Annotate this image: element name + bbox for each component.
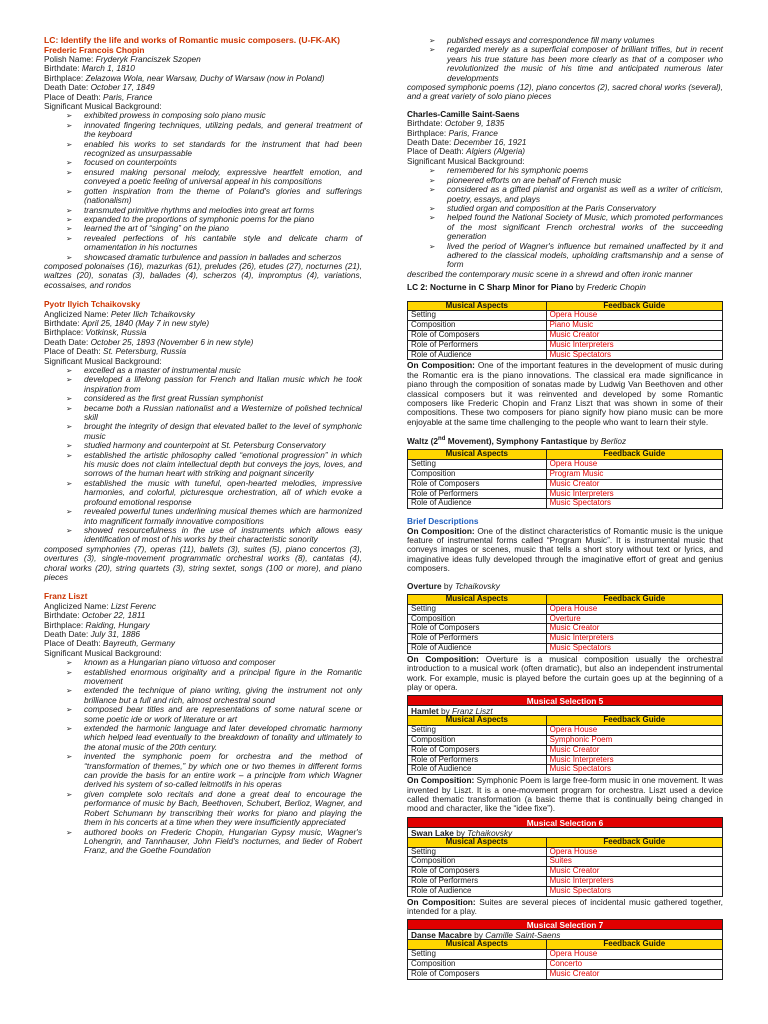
list-item: ➢ known as a Hungarian piano virtuoso and composer: [66, 658, 362, 667]
field-row: Birthplace: Votkinsk, Russia: [44, 327, 147, 338]
composition-note: On Composition: Overture is a musical composition usually the orchestral introduction to a musical work (often dramatic), but also an independent instrumental work. For example, music is played before the curtain goes up at the beginning of a play or opera.: [407, 653, 723, 692]
table-row: Composition Concerto: [408, 959, 723, 969]
column-header: Musical Aspects: [408, 594, 547, 604]
table-header-row: [408, 837, 723, 847]
column-header: Musical Aspects: [408, 450, 547, 460]
table-row: Setting Opera House: [408, 847, 723, 857]
composer-section-tchaikovsky: [44, 300, 362, 582]
field-row: Place of Death: Paris, France: [44, 91, 153, 102]
table-row: Composition Symphonic Poem: [408, 735, 723, 745]
composer-section-saint-saens: [407, 110, 723, 279]
selection-title: Danse Macabre by Camille Saint-Saens: [407, 929, 723, 939]
list-item: ➢ ensured making personal melody, expressive heartfelt emotion, and conveyed a poetic feeling of universal appeal in his compositions: [66, 168, 362, 187]
list-item: ➢ established enormous originality and a principal figure in the Romantic movement: [66, 668, 362, 687]
field-row: Birthplace: Raiding, Hungary: [44, 619, 150, 630]
list-item: ➢ helped found the National Society of Music, which promoted performances of the most significant French orchestral works of the succeeding generation: [429, 213, 723, 241]
lc2-heading: LC 2: Nocturne in C Sharp Minor for Piano by Frederic Chopin: [407, 282, 646, 293]
list-item: ➢ gotten inspiration from the theme of Poland's glories and sufferings (nationalism): [66, 187, 362, 206]
bullet-list: [429, 166, 723, 269]
field-row: Death Date: October 25, 1893 (November 6 in new style): [44, 336, 254, 347]
feedback-table: [407, 837, 723, 897]
table-row: Role of Composers Music Creator: [408, 969, 723, 979]
table-row: Role of Composers Music Creator: [408, 330, 723, 340]
list-item: ➢ developed a lifelong passion for French and Italian music which he took inspiration from: [66, 375, 362, 394]
table-row: Role of Composers Music Creator: [408, 479, 723, 489]
feedback-table: [407, 715, 723, 775]
works-summary: described the contemporary music scene in a shrewd and often ironic manner: [407, 268, 693, 279]
works-summary: composed symphonic poems (12), piano concertos (2), sacred choral works (several), and a great variety of solo piano pieces: [407, 82, 723, 102]
list-item: ➢ transmuted primitive rhythms and melodies into great art forms: [66, 206, 362, 215]
table-row: Role of Performers Music Interpreters: [408, 489, 723, 499]
field-row: Place of Death: Algiers (Algeria): [407, 146, 526, 157]
list-item: ➢ established the music with tuneful, open-hearted melodies, impressive harmonies, and colorful, picturesque orchestration, all of which evoke a profound emotional response: [66, 479, 362, 507]
field-row: Birthdate: October 22, 1811: [44, 610, 146, 621]
list-item: ➢ extended the harmonic language and later developed chromatic harmony which helped lead eventually to the breakdown of tonality and ultimately to the atonal music of the 20th century.: [66, 724, 362, 752]
table-row: Setting Opera House: [408, 604, 723, 614]
list-item: ➢ composed bear titles and are representations of some natural scene or some poetic ide or work of literature or art: [66, 705, 362, 724]
composition-note: On Composition: One of the distinct characteristics of Romantic music is the unique feature of instrumental forms called “Program Music”. It is instrumental music that conveys images or scenes, music that tells a short story without text or lyrics, and imaginative ideas fully developed through the imaginative effort of great and genius composers.: [407, 525, 724, 574]
section-label: Significant Musical Background:: [407, 155, 525, 166]
selection-banner: Musical Selection 6: [407, 817, 723, 827]
composer-name: Pyotr Ilyich Tchaikovsky: [44, 299, 141, 310]
list-item: ➢ published essays and correspondence fill many volumes: [429, 36, 723, 45]
selection-title: Overture by Tchaikovsky: [407, 580, 500, 591]
table-row: Role of Audience Music Spectators: [408, 350, 723, 360]
table-row: Role of Performers Music Interpreters: [408, 755, 723, 765]
list-item: ➢ regarded merely as a superficial composer of brilliant trifles, but in recent years his true stature has been more clearly as that of a composer who revolutionized the music of his time and anticipated numerous later developments: [429, 45, 723, 83]
list-item: ➢ enabled his works to set standards for the instrument that had been recognized as unsurpassable: [66, 140, 362, 159]
field-row: Death Date: July 31, 1886: [44, 628, 140, 639]
table-row: Setting Opera House: [408, 726, 723, 736]
list-item: ➢ lived the period of Wagner's influence but remained unaffected by it and adhered to the classical models, upholding craftsmanship and a sense of form: [429, 242, 723, 270]
composer-section-liszt: [44, 592, 362, 855]
selection-banner: Musical Selection 5: [407, 695, 723, 705]
table-row: Setting Opera House: [408, 460, 723, 470]
table-row: Setting Opera House: [408, 311, 723, 321]
selection-title: Waltz (2nd Movement), Symphony Fantastique by Berlioz: [407, 435, 627, 446]
section-label: Significant Musical Background:: [44, 355, 162, 366]
list-item: ➢ exhibited prowess in composing solo piano music: [66, 111, 362, 120]
table-row: Role of Performers Music Interpreters: [408, 634, 723, 644]
list-item: ➢ learned the art of “singing” on the piano: [66, 224, 362, 233]
column-header: Musical Aspects: [408, 940, 547, 950]
list-item: ➢ revealed perfections of his cantabile style and delicate charm of ornamentation in his nocturnes: [66, 234, 362, 253]
column-header: Musical Aspects: [408, 301, 547, 311]
section-label: Significant Musical Background:: [44, 101, 162, 112]
table-row: Composition Piano Music: [408, 321, 723, 331]
composer-name: Franz Liszt: [44, 591, 88, 602]
column-header: Feedback Guide: [546, 301, 722, 311]
column-header: Feedback Guide: [546, 837, 722, 847]
list-item: ➢ revealed powerful tunes underlining musical themes which are harmonized into magnificent formally innovative compositions: [66, 507, 362, 526]
field-row: Birthdate: October 9, 1835: [407, 118, 505, 129]
composition-note: On Composition: Suites are several pieces of incidental music gathered together, intended for a play.: [407, 896, 723, 916]
bullet-list: [66, 658, 362, 856]
composer-name: Charles-Camille Saint-Saens: [407, 108, 520, 119]
table-row: Composition Overture: [408, 614, 723, 624]
list-item: ➢ brought the integrity of design that elevated ballet to the level of symphonic music: [66, 422, 362, 441]
field-row: Death Date: October 17, 1849: [44, 82, 155, 93]
table-header-row: [408, 594, 723, 604]
table-row: Setting Opera House: [408, 950, 723, 960]
composer-section-chopin: [44, 46, 362, 291]
list-item: ➢ remembered for his symphonic poems: [429, 166, 723, 175]
list-item: ➢ showed resourcefulness in the use of instruments which allows easy identification of most of his works by their characteristic sonority: [66, 526, 362, 545]
list-item: ➢ focused on counterpoints: [66, 158, 362, 167]
composition-note: On Composition: Symphonic Poem is large free-form music in one movement. It was invented by Liszt. It is a one-movement program for orchestra. Liszt used a device called thematic transformation (a basic theme that is continually being changed in mood and character, like the “idee fixe”).: [407, 775, 723, 814]
table-row: Role of Composers Music Creator: [408, 624, 723, 634]
list-item: ➢ extended the technique of piano writing, giving the instrument not only brilliance but a full and rich, almost orchestral sound: [66, 686, 362, 705]
bullet-list: [66, 366, 362, 545]
column-header: Feedback Guide: [546, 594, 722, 604]
works-summary: composed polonaises (16), mazurkas (61), preludes (26), etudes (27), nocturnes (21), waltzes (20), sonatas (3), ballades (4), scherzos (4), impromptus (4), variations, ecossaises, and rondos: [44, 260, 362, 290]
bullet-list: [429, 36, 723, 83]
list-item: ➢ studied organ and composition at the Paris Conservatory: [429, 204, 723, 213]
table-row: Role of Performers Music Interpreters: [408, 340, 723, 350]
list-item: ➢ studied harmony and counterpoint at St. Petersburg Conservatory: [66, 441, 362, 450]
column-header: Musical Aspects: [408, 716, 547, 726]
column-header: Feedback Guide: [546, 450, 722, 460]
table-row: Role of Composers Music Creator: [408, 867, 723, 877]
field-row: Birthplace: Paris, France: [407, 127, 498, 138]
learning-competency-heading: LC: Identify the life and works of Romantic music composers. (U-FK-AK): [44, 35, 341, 45]
field-row: Place of Death: Bayreuth, Germany: [44, 638, 175, 649]
musical-selection-6: [407, 817, 723, 897]
list-item: ➢ expanded to the proportions of symphonic poems for the piano: [66, 215, 362, 224]
selection-title: Hamlet by Franz Liszt: [407, 705, 723, 715]
field-row: Death Date: December 16, 1921: [407, 137, 527, 148]
list-item: ➢ innovated fingering techniques, utilizing pedals, and general treatment of the keyboard: [66, 121, 362, 140]
list-item: ➢ considered as a gifted pianist and organist as well as a writer of criticism, poetry, essays, and plays: [429, 185, 723, 204]
selection-banner: Musical Selection 7: [407, 919, 723, 929]
musical-selection-5: [407, 695, 723, 775]
table-row: Role of Audience Music Spectators: [408, 499, 723, 509]
selection-title: Swan Lake by Tchaikovsky: [407, 827, 723, 837]
bullet-list: [66, 111, 362, 262]
list-item: ➢ established the artistic philosophy called “emotional progression” in which his music does not claim intellectual depth but conveys the joys, loves, and sorrows of the human heart with striking and poignant sincerity: [66, 451, 362, 479]
composer-name: Frederic Francois Chopin: [44, 44, 145, 55]
field-row: Birthdate: March 1, 1810: [44, 63, 135, 74]
section-label: Significant Musical Background:: [44, 647, 162, 658]
table-row: Composition Suites: [408, 857, 723, 867]
table-row: Role of Performers Music Interpreters: [408, 876, 723, 886]
feedback-table: [407, 301, 723, 361]
table-row: Composition Program Music: [408, 469, 723, 479]
feedback-table: [407, 939, 723, 979]
table-row: Role of Audience Music Spectators: [408, 643, 723, 653]
list-item: ➢ excelled as a master of instrumental music: [66, 366, 362, 375]
works-summary: composed symphonies (7), operas (11), ballets (3), suites (5), piano concertos (3), overtures (3), single-movement programmatic orchestral works (8), cantatas (4), choral works (20), string quartets (3), string sextet, songs (100 or more), and piano pieces: [44, 543, 362, 582]
field-row: Place of Death: St. Petersburg, Russia: [44, 346, 187, 357]
field-row: Birthplace: Zelazowa Wola, near Warsaw, Duchy of Warsaw (now in Poland): [44, 72, 325, 83]
feedback-table: [407, 449, 723, 509]
table-row: Role of Audience Music Spectators: [408, 765, 723, 775]
column-header: Musical Aspects: [408, 837, 547, 847]
composition-note: On Composition: One of the important features in the development of music during the Romantic era is the piano innovations. The classical era made significance in piano through the composition of sonatas made by Ludwig Van Beethoven and other classical composers but it was reinvented and developed by some Romantic composers like Frederic Chopin and Franz Liszt that was shown in some of their compositions. These two composers for piano signify how piano music can be more enjoyable at the same time challenging to the people who want to learn their style.: [407, 360, 723, 427]
field-row: Anglicized Name: Peter Ilich Tchaikovsky: [44, 308, 195, 319]
musical-selection-7: [407, 919, 723, 979]
list-item: ➢ invented the symphonic poem for orchestra and the method of “transformation of themes,” by which one or two themes in different forms can provide the basis for an entire work – a principle from which Wagner derived his system of so-called leitmotifs in his operas: [66, 752, 362, 790]
list-item: ➢ authored books on Frederic Chopin, Hungarian Gypsy music, Wagner's Lohengrin, and Tannhauser, John Field's nocturnes, and lieder of Robert Franz, and the Goethe Foundation: [66, 828, 362, 856]
table-row: Role of Composers Music Creator: [408, 745, 723, 755]
column-header: Feedback Guide: [546, 716, 722, 726]
field-row: Birthdate: April 25, 1840 (May 7 in new style): [44, 317, 210, 328]
list-item: ➢ became both a Russian nationalist and a Westernize of polished technical skill: [66, 404, 362, 423]
field-row: Polish Name: Fryderyk Franciszek Szopen: [44, 54, 201, 64]
brief-descriptions-heading: Brief Descriptions: [407, 516, 479, 527]
list-item: ➢ pioneered efforts on are behalf of French music: [429, 176, 723, 185]
right-column: [407, 36, 723, 981]
list-item: ➢ showcased dramatic turbulence and passion in ballades and scherzos: [66, 253, 362, 262]
left-column: [44, 36, 362, 856]
table-row: Role of Audience Music Spectators: [408, 886, 723, 896]
list-item: ➢ given complete solo recitals and done a great deal to encourage the performance of music by Bach, Beethoven, Schubert, Berlioz, Wagner, and Robert Schumann by transcribing their works for piano and playing the them in his concerts at a time when they were insufficiently appreciated: [66, 790, 362, 828]
field-row: Anglicized Name: Lizst Ferenc: [44, 600, 157, 611]
feedback-table: [407, 594, 723, 654]
column-header: Feedback Guide: [546, 940, 722, 950]
list-item: ➢ considered as the first great Russian symphonist: [66, 394, 362, 403]
